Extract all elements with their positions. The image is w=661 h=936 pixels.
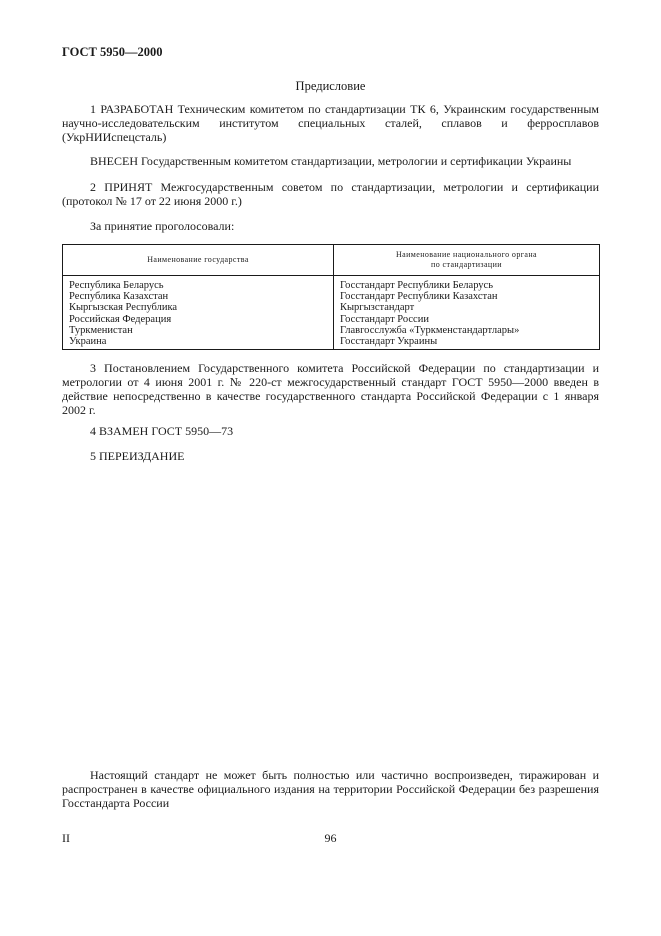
body-name: Кыргызстандарт: [340, 302, 415, 314]
table-row: [63, 276, 600, 350]
paragraph-replaces: 4 ВЗАМЕН ГОСТ 5950—73: [90, 424, 234, 438]
paragraph-copyright: Настоящий стандарт не может быть полностью или частично воспроизведен, тиражирован и распространен в качестве официального издания на территории Российской Федерации без разрешения Госстандарта России: [62, 768, 599, 810]
page-number: 96: [324, 831, 337, 845]
body-name: Госстандарт Республики Беларусь: [340, 280, 494, 291]
state-name: Республика Беларусь: [69, 280, 164, 291]
body-name: Главгосслужба «Туркменстандартлары»: [340, 324, 520, 336]
paragraph-resolution: 3 Постановлением Государственного комитета Российской Федерации по стандартизации и метрологии от 4 июня 2001 г. № 220-ст межгосударственный стандарт ГОСТ 5950—2000 введен в действие непосредственно в качестве государственного стандарта Российской Федерации с 1 января 2002 г.: [62, 361, 599, 417]
paragraph-voted: За принятие проголосовали:: [90, 219, 235, 233]
table-header-body: Наименование национального органа по стандартизации: [334, 245, 600, 276]
roman-page-number: II: [62, 831, 70, 845]
state-name: Российская Федерация: [69, 313, 172, 325]
bodies-cell: [334, 276, 600, 350]
paragraph-developed: 1 РАЗРАБОТАН Техническим комитетом по стандартизации ТК 6, Украинским государственным научно-исследовательским институтом специальных сталей, сплавов и ферросплавов (УкрНИИспецсталь): [62, 102, 599, 144]
paragraph-adopted: 2 ПРИНЯТ Межгосударственным советом по стандартизации, метрологии и сертификации (протокол № 17 от 22 июня 2000 г.): [62, 180, 599, 208]
standard-code: ГОСТ 5950—2000: [62, 45, 163, 59]
state-name: Украина: [69, 336, 107, 348]
states-cell: [63, 276, 334, 350]
section-title: Предисловие: [295, 79, 366, 93]
paragraph-reissue: 5 ПЕРЕИЗДАНИЕ: [90, 449, 185, 463]
body-name: Госстандарт России: [340, 313, 429, 325]
body-name: Госстандарт Украины: [340, 336, 438, 348]
state-name: Туркменистан: [69, 324, 133, 336]
body-name: Госстандарт Республики Казахстан: [340, 291, 498, 303]
voting-table: [62, 244, 600, 350]
state-name: Кыргызская Республика: [69, 302, 178, 314]
state-name: Республика Казахстан: [69, 291, 169, 303]
table-header-state: Наименование государства: [63, 245, 334, 276]
paragraph-introduced: ВНЕСЕН Государственным комитетом стандартизации, метрологии и сертификации Украины: [90, 154, 572, 168]
